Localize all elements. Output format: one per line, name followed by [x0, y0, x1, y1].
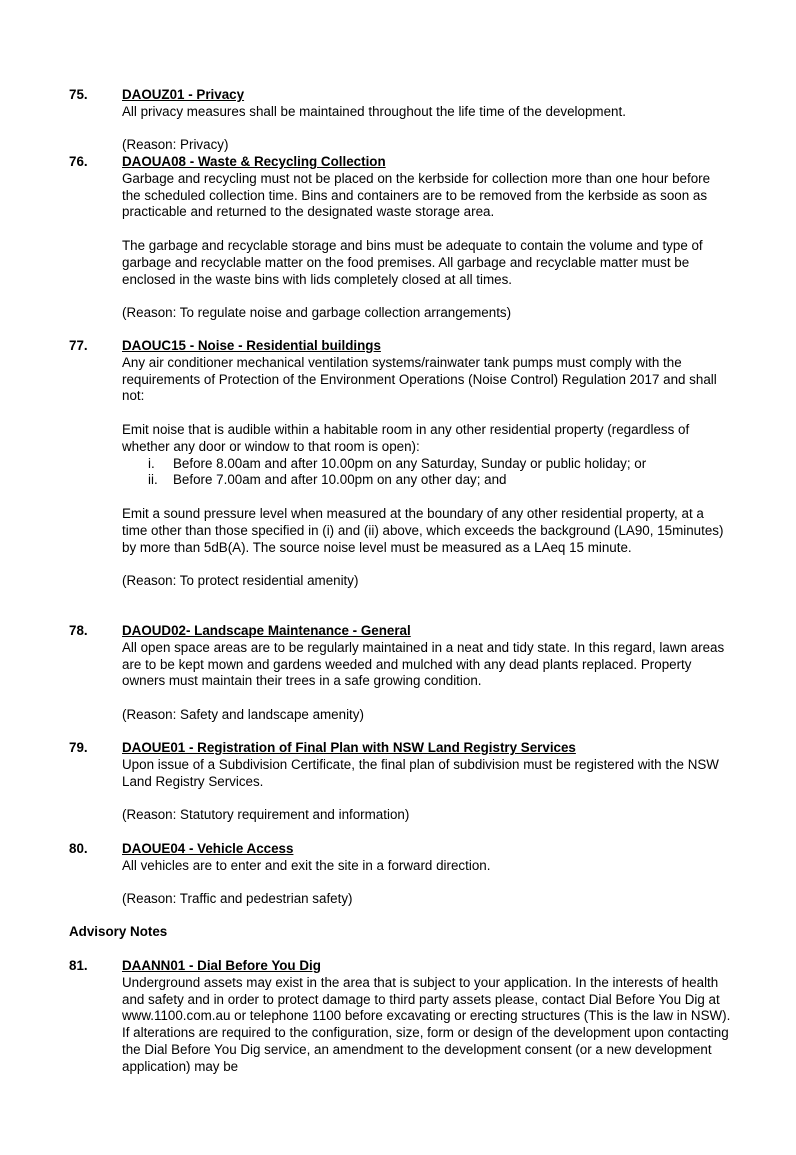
condition-paragraph: Emit noise that is audible within a habitable room in any other residential property (regardless of whether any door or window to that room is open): — [122, 421, 690, 454]
condition-paragraph: Upon issue of a Subdivision Certificate, the final plan of subdivision must be registered with the NSW Land Registry Services. — [122, 756, 719, 789]
condition-number: 79. — [69, 740, 88, 755]
condition-paragraph: Emit a sound pressure level when measured at the boundary of any other residential property, at a time other than those specified in (i) and (ii) above, which exceeds the background (LA90, 15minutes) by more than 5dB(A). The source noise level must be measured as a LAeq 15 minute. — [122, 505, 724, 555]
list-item-text: Before 7.00am and after 10.00pm on any other day; and — [173, 472, 507, 488]
time-restriction-list — [122, 456, 732, 490]
list-marker: i. — [148, 455, 155, 471]
condition-reason: (Reason: Safety and landscape amenity) — [122, 706, 364, 722]
condition-number: 81. — [69, 958, 88, 973]
condition-paragraph: All privacy measures shall be maintained throughout the life time of the development. — [122, 103, 626, 119]
condition-title: DAOUC15 - Noise - Residential buildings — [122, 338, 381, 353]
list-item — [122, 472, 732, 489]
condition-paragraph: All open space areas are to be regularly maintained in a neat and tidy state. In this regard, lawn areas are to be kept mown and gardens weeded and mulched with any dead plants replaced. Property owners must maintain their trees in a safe growing condition. — [122, 639, 725, 689]
list-item — [122, 456, 732, 473]
list-marker: ii. — [148, 472, 158, 488]
condition-number: 76. — [69, 154, 88, 169]
condition-number: 80. — [69, 841, 88, 856]
list-item-text: Before 8.00am and after 10.00pm on any Saturday, Sunday or public holiday; or — [173, 455, 647, 471]
condition-paragraph: Underground assets may exist in the area that is subject to your application. In the interests of health and safety and in order to protect damage to third party assets please, contact Dial Before You Dig at www.1100.com.au or telephone 1100 before excavating or erecting structures (This is the law in NSW). If alterations are required to the configuration, size, form or design of the development upon contacting the Dial Before You Dig service, an amendment to the development consent (or a new development application) may be — [122, 974, 731, 1074]
condition-paragraph: The garbage and recyclable storage and bins must be adequate to contain the volume and type of garbage and recyclable matter on the food premises. All garbage and recyclable matter must be enclosed in the waste bins with lids completely closed at all times. — [122, 237, 703, 287]
condition-title: DAOUZ01 - Privacy — [122, 87, 245, 102]
condition-reason: (Reason: Traffic and pedestrian safety) — [122, 891, 353, 907]
condition-reason: (Reason: Privacy) — [122, 137, 229, 153]
condition-title: DAANN01 - Dial Before You Dig — [122, 958, 321, 973]
advisory-notes-heading: Advisory Notes — [69, 924, 168, 939]
condition-reason: (Reason: To regulate noise and garbage collection arrangements) — [122, 305, 512, 321]
condition-paragraph: Garbage and recycling must not be placed on the kerbside for collection more than one hour before the scheduled collection time. Bins and containers are to be removed from the kerbside as soon as practicable and returned to the designated waste storage area. — [122, 170, 711, 220]
condition-number: 75. — [69, 87, 88, 102]
condition-title: DAOUE01 - Registration of Final Plan with NSW Land Registry Services — [122, 740, 576, 755]
condition-reason: (Reason: To protect residential amenity) — [122, 573, 359, 589]
condition-paragraph: All vehicles are to enter and exit the site in a forward direction. — [122, 857, 491, 873]
condition-title: DAOUE04 - Vehicle Access — [122, 841, 294, 856]
condition-title: DAOUD02- Landscape Maintenance - General — [122, 623, 411, 638]
condition-number: 77. — [69, 338, 88, 353]
condition-title: DAOUA08 - Waste & Recycling Collection — [122, 154, 386, 169]
condition-number: 78. — [69, 623, 88, 638]
condition-reason: (Reason: Statutory requirement and information) — [122, 807, 410, 823]
condition-paragraph: Any air conditioner mechanical ventilation systems/rainwater tank pumps must comply with the requirements of Protection of the Environment Operations (Noise Control) Regulation 2017 and shall not: — [122, 354, 717, 404]
